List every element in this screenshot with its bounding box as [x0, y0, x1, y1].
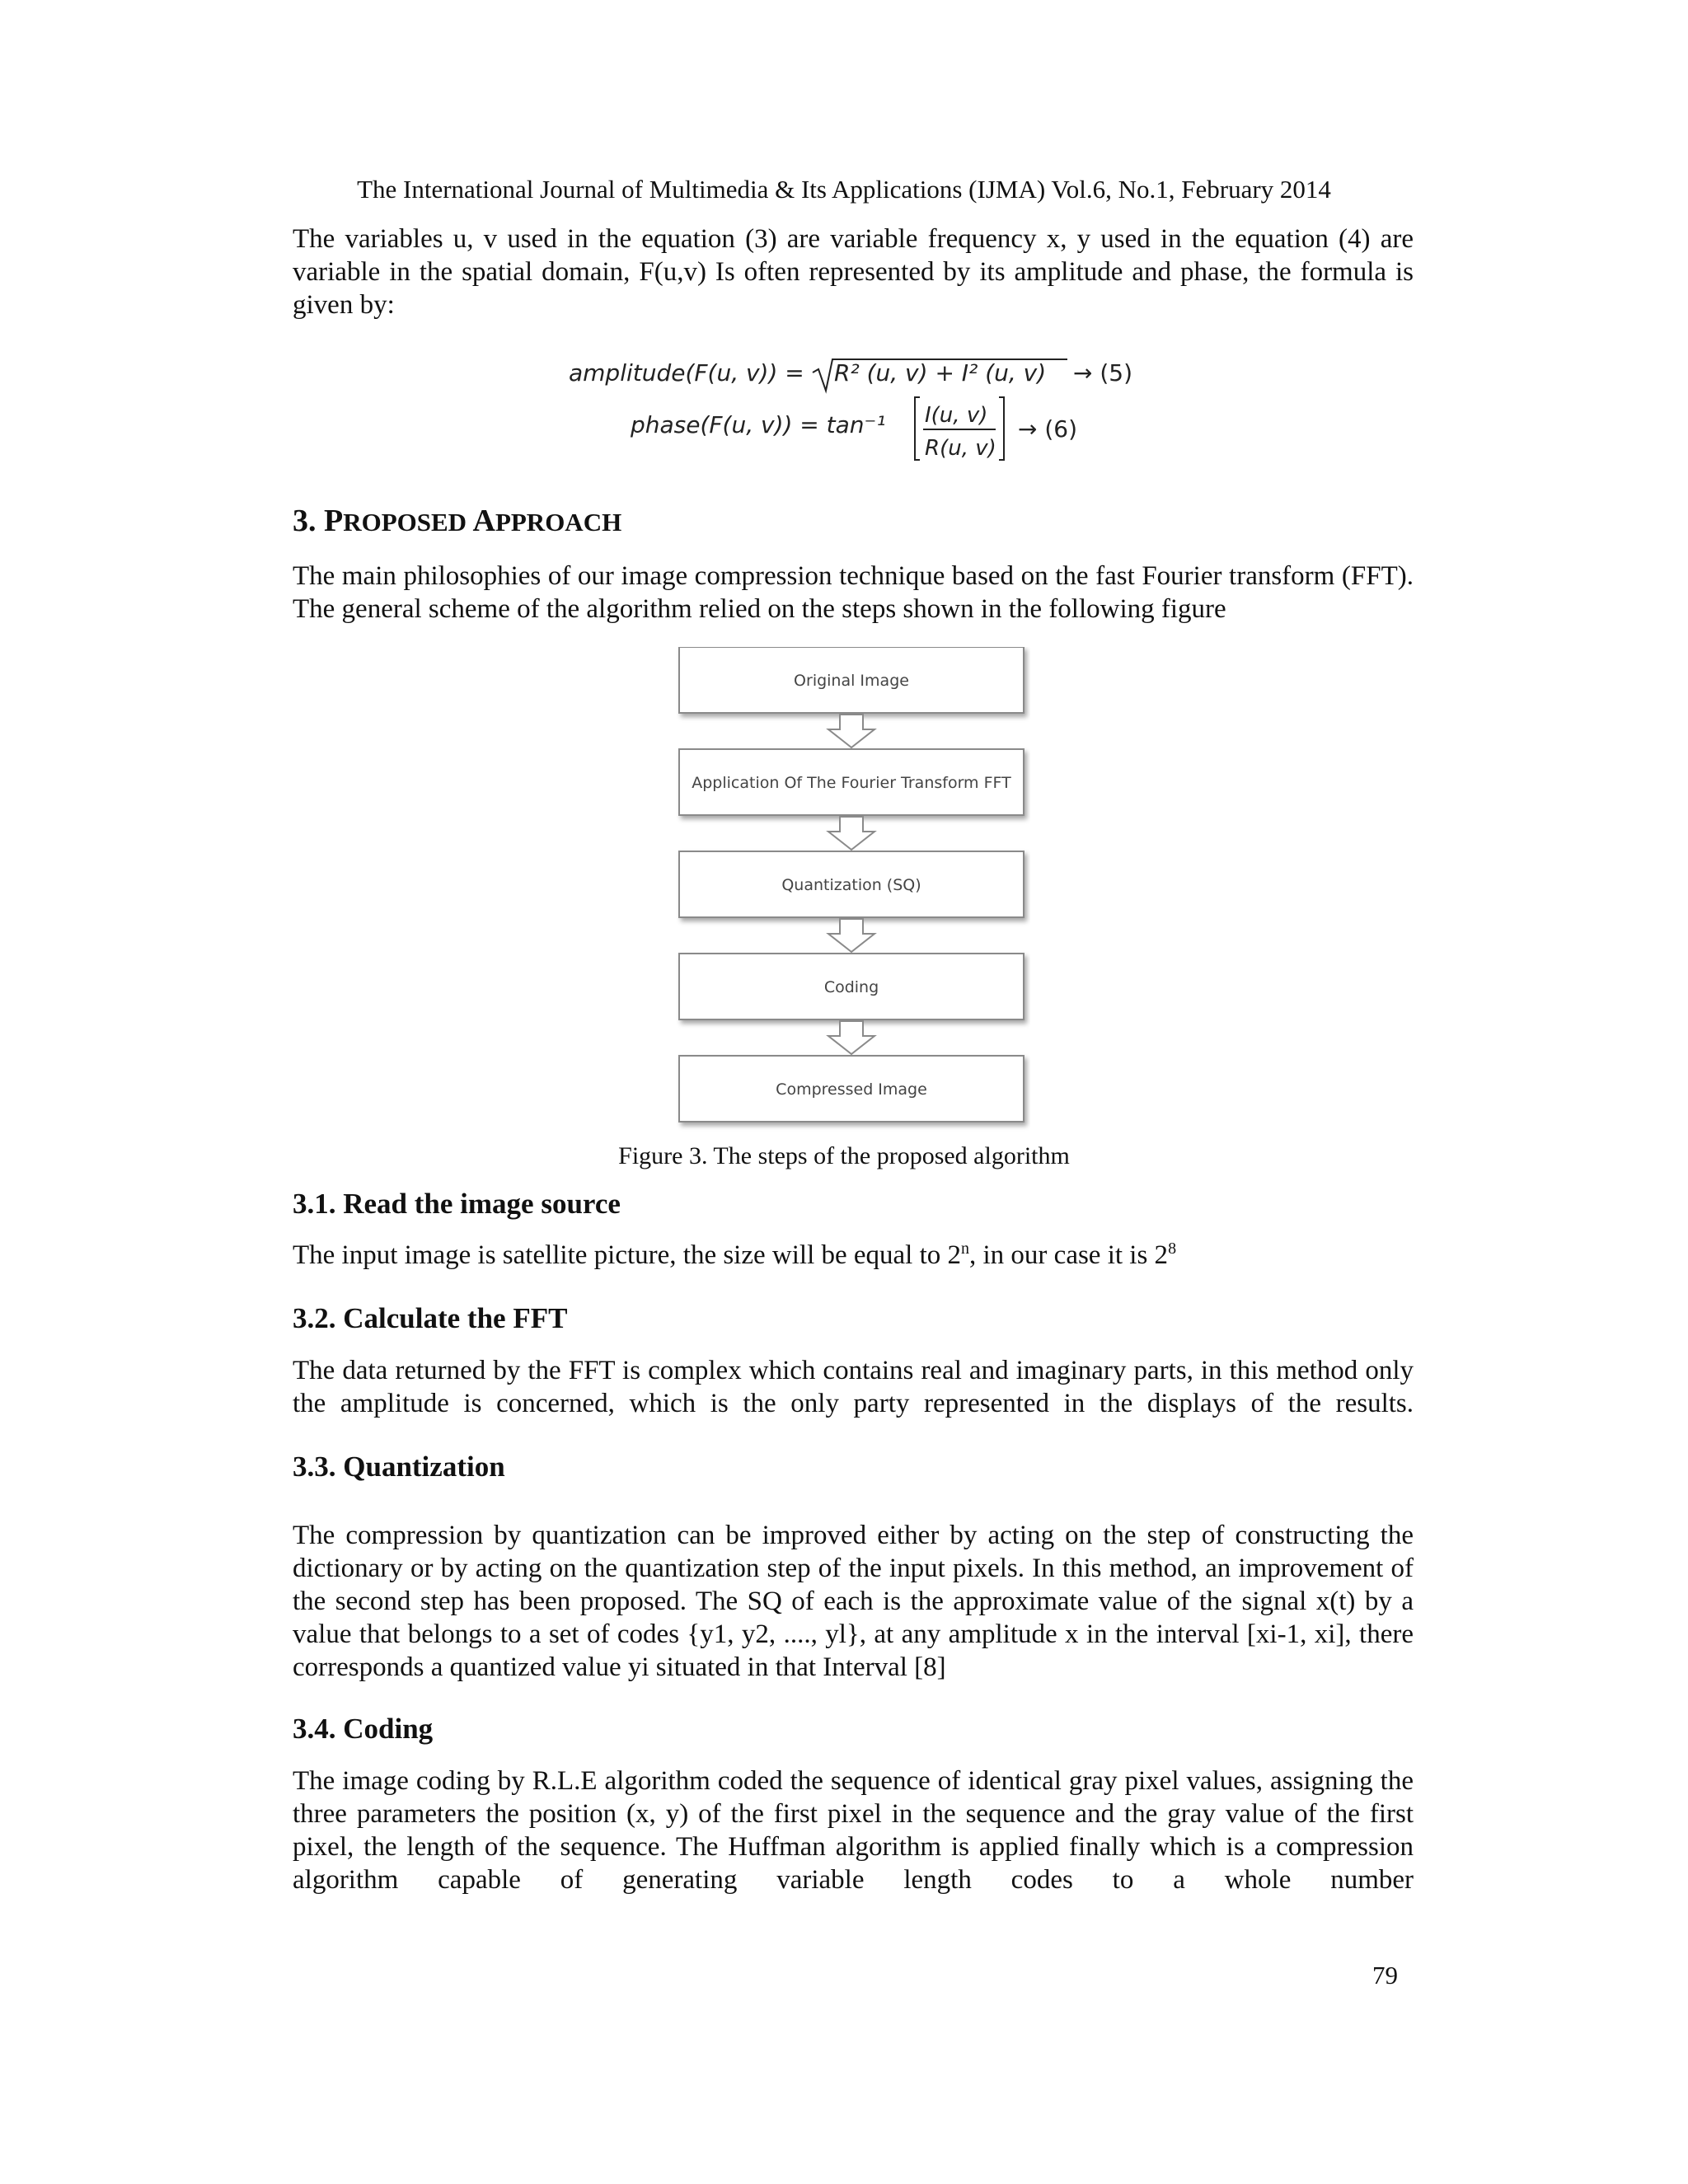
- section-3-1-heading: 3.1. Read the image source: [293, 1188, 621, 1220]
- flow-arrow: [828, 919, 874, 952]
- flowchart-svg: [676, 647, 1030, 1133]
- equations-figure: [569, 354, 1146, 470]
- section-3-paragraph: The main philosophies of our image compression technique based on the fast Fourier transform (FFT). The general scheme of the algorithm relied on the steps shown in the following figure: [293, 561, 1414, 624]
- section-3-heading: 3. PROPOSED APPROACH: [293, 504, 622, 538]
- intro-paragraph: The variables u, v used in the equation (3) are variable frequency x, y used in the equation (4) are variable in the spatial domain, F(u,v) Is often represented by its amplitude and phase, the formula is given by:: [293, 224, 1414, 320]
- phase-ref: → (6): [1018, 415, 1078, 443]
- flow-arrow: [828, 715, 874, 748]
- flow-step-label: Quantization (SQ): [781, 876, 921, 894]
- flow-arrow: [828, 1021, 874, 1054]
- flow-step-label: Compressed Image: [776, 1080, 927, 1099]
- section-3-4-paragraph: The image coding by R.L.E algorithm coded the sequence of identical gray pixel values, assigning the three parameters the position (x, y) of the first pixel in the sequence and the gray value of the first pixel, the length of the sequence. The Huffman algorithm is applied finally which is a compression algorithm capable of generating variable length codes to a whole number: [293, 1766, 1414, 1895]
- amplitude-lhs: amplitude(F(u, v)) =: [569, 359, 804, 387]
- equations: [569, 354, 1146, 470]
- flow-step-label: Coding: [823, 978, 879, 996]
- right-bracket: [999, 397, 1004, 460]
- amplitude-ref: → (5): [1073, 359, 1133, 387]
- section-3-2-heading: 3.2. Calculate the FFT: [293, 1302, 568, 1334]
- section-3-3-paragraph: The compression by quantization can be improved either by acting on the step of constructing the dictionary or by acting on the quantization step of the input pixels. In this method, an improvement of the second step has been proposed. The SQ of each is the approximate value of the signal x(t) by a value that belongs to a set of codes {y1, y2, ...., yl}, at any amplitude x in the interval [xi-1, xi], there corresponds a quantized value yi situated in that Interval [8]: [293, 1521, 1414, 1682]
- section-3-3-heading: 3.3. Quantization: [293, 1451, 505, 1483]
- left-bracket: [915, 397, 920, 460]
- section-3-1-paragraph: The input image is satellite picture, the size will be equal to 2$^n$, in our case it is $2^8$: [293, 1240, 1177, 1270]
- section-3-4-heading: 3.4. Coding: [293, 1713, 434, 1745]
- flowchart: [676, 647, 1030, 1133]
- phase-numerator: I(u, v): [925, 403, 988, 428]
- flow-step-label: Original Image: [794, 672, 909, 690]
- flow-step-label: Application Of The Fourier Transform FFT: [692, 774, 1011, 792]
- amplitude-rhs: R² (u, v) + I² (u, v): [834, 359, 1047, 387]
- flow-arrow: [828, 817, 874, 850]
- figure-caption: Figure 3. The steps of the proposed algorithm: [618, 1142, 1070, 1169]
- section-3-2-paragraph: The data returned by the FFT is complex which contains real and imaginary parts, in this method only the amplitude is concerned, which is the only party represented in the displays of the results.: [293, 1356, 1414, 1418]
- phase-denominator: R(u, v): [925, 436, 996, 461]
- journal-header: The International Journal of Multimedia & Its Applications (IJMA) Vol.6, No.1, February 2014: [357, 175, 1331, 204]
- phase-lhs: phase(F(u, v)) = tan⁻¹: [631, 411, 886, 438]
- page-number: 79: [1372, 1961, 1398, 1990]
